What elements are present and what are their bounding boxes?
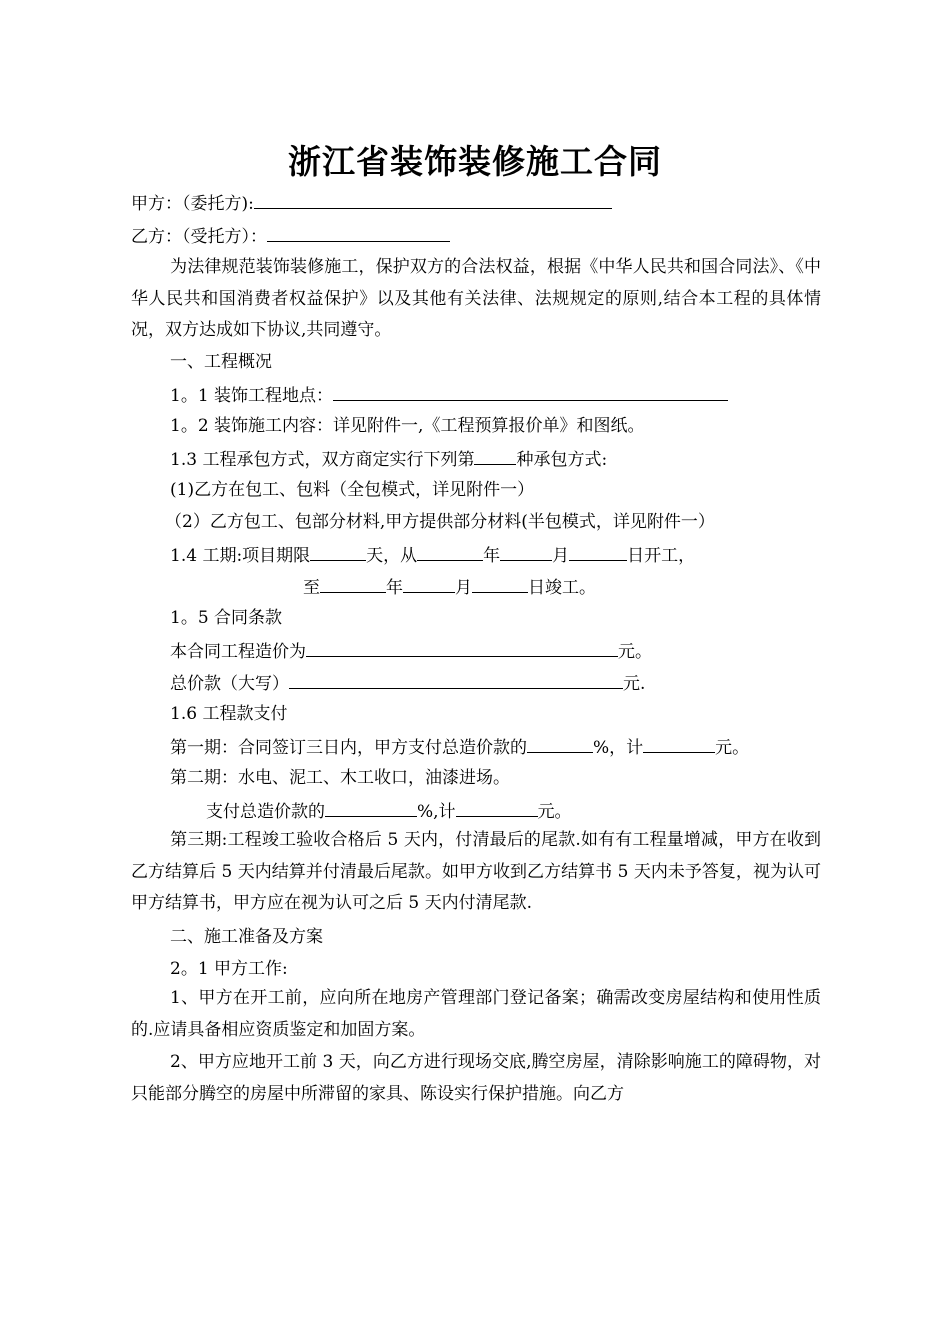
party-a-blank[interactable]	[254, 190, 612, 209]
cost-unit: 元。	[618, 642, 652, 662]
item-1-4-text-h: 日竣工。	[528, 578, 596, 598]
clause-2-paragraph	[131, 1047, 821, 1110]
phase2-pay-text-b: %,计	[417, 802, 456, 822]
preamble-paragraph	[131, 252, 821, 347]
start-year-blank[interactable]	[417, 542, 483, 561]
phase1-text-a: 第一期：合同签订三日内，甲方支付总造价款的	[170, 738, 527, 758]
phase2: 第二期：水电、泥工、木工收口，油漆进场。	[170, 768, 510, 788]
party-b-blank[interactable]	[267, 223, 450, 242]
phase1-percent-blank[interactable]	[527, 734, 593, 753]
contract-mode-blank[interactable]	[474, 446, 516, 465]
phase2-pay-text-a: 支付总造价款的	[206, 802, 325, 822]
item-1-3-text-a: 1.3 工程承包方式，双方商定实行下列第	[170, 450, 475, 470]
cost-label: 本合同工程造价为	[170, 642, 306, 662]
item-1-4-text-g: 月	[455, 578, 472, 598]
item-1-5: 1。5 合同条款	[170, 608, 283, 628]
preamble-text: 为法律规范装饰装修施工，保护双方的合法权益，根据《中华人民共和国合同法》、《中华人民共和国消费者权益保护》以及其他有关法律、法规规定的原则,结合本工程的具体情况，双方达成如下协议,共同遵守。	[131, 257, 821, 340]
item-1-2: 1。2 装饰施工内容：详见附件一,《工程预算报价单》和图纸。	[170, 416, 645, 436]
duration-days-blank[interactable]	[310, 542, 366, 561]
clause-2-text: 2、甲方应地开工前 3 天，向乙方进行现场交底,腾空房屋，清除影响施工的障碍物，对只能部分腾空的房屋中所滞留的家具、陈设实行保护措施。向乙方	[131, 1052, 821, 1104]
item-1-4-text-d: 月	[552, 546, 570, 566]
section2-heading: 二、施工准备及方案	[170, 927, 323, 947]
start-day-blank[interactable]	[569, 542, 627, 561]
phase2-pay-text-c: 元。	[537, 802, 572, 822]
end-year-blank[interactable]	[320, 574, 386, 593]
document-title: 浙江省装饰装修施工合同	[288, 142, 662, 181]
item-1-4-text-f: 年	[386, 578, 403, 598]
site-address-blank[interactable]	[333, 382, 728, 401]
phase3-paragraph	[131, 825, 821, 920]
party-b-line	[131, 223, 450, 249]
total-unit: 元.	[623, 674, 646, 694]
clause-1-paragraph	[131, 983, 821, 1046]
item-1-4-line	[170, 542, 695, 568]
party-b-label: 乙方：（受托方）：	[131, 227, 267, 247]
option-1: (1)乙方在包工、包料（全包模式，详见附件一）	[170, 480, 535, 500]
phase2-percent-blank[interactable]	[325, 798, 417, 817]
phase1-text-b: %，计	[593, 738, 644, 758]
phase2-pay-line	[206, 798, 572, 824]
clause-1-text: 1、甲方在开工前，应向所在地房产管理部门登记备案；确需改变房屋结构和使用性质的.应请具备相应资质鉴定和加固方案。	[131, 988, 821, 1040]
phase1-amount-blank[interactable]	[643, 734, 715, 753]
item-1-4-text-c: 年	[483, 546, 501, 566]
item-1-1-line	[170, 382, 728, 408]
phase3-text: 第三期:工程竣工验收合格后 5 天内，付清最后的尾款.如有有工程量增减，甲方在收到乙方结算后 5 天内结算并付清最后尾款。如甲方收到乙方结算书 5 天内未予答复，视为认可甲方结算书，甲方应在视为认可之后 5 天内付清尾款.	[131, 830, 821, 913]
item-1-6: 1.6 工程款支付	[170, 704, 288, 724]
item-1-3-text-b: 种承包方式:	[516, 450, 608, 470]
phase1-text-c: 元。	[715, 738, 750, 758]
cost-line	[170, 638, 652, 664]
item-1-4-text-b: 天，从	[366, 546, 418, 566]
item-1-4-to: 至	[303, 578, 320, 598]
cost-blank[interactable]	[306, 638, 618, 657]
end-day-blank[interactable]	[472, 574, 528, 593]
item-1-4-text-a: 1.4 工期:项目期限	[170, 546, 311, 566]
total-line	[170, 670, 645, 696]
section1-heading: 一、工程概况	[170, 352, 272, 372]
start-month-blank[interactable]	[500, 542, 552, 561]
total-label: 总价款（大写）	[170, 674, 289, 694]
party-a-line	[131, 190, 612, 216]
party-a-label: 甲方：（委托方):	[131, 194, 254, 214]
item-1-4-text-e: 日开工，	[627, 546, 696, 566]
end-month-blank[interactable]	[403, 574, 455, 593]
phase2-amount-blank[interactable]	[456, 798, 538, 817]
item-1-3-line	[170, 446, 607, 472]
option-2: （2）乙方包工、包部分材料,甲方提供部分材料(半包模式，详见附件一）	[165, 512, 715, 532]
item-2-1: 2。1 甲方工作:	[170, 959, 288, 979]
item-1-4-end-line	[303, 574, 596, 600]
item-1-1-label: 1。1 装饰工程地点：	[170, 386, 334, 406]
total-blank[interactable]	[289, 670, 623, 689]
phase1-line	[170, 734, 749, 760]
